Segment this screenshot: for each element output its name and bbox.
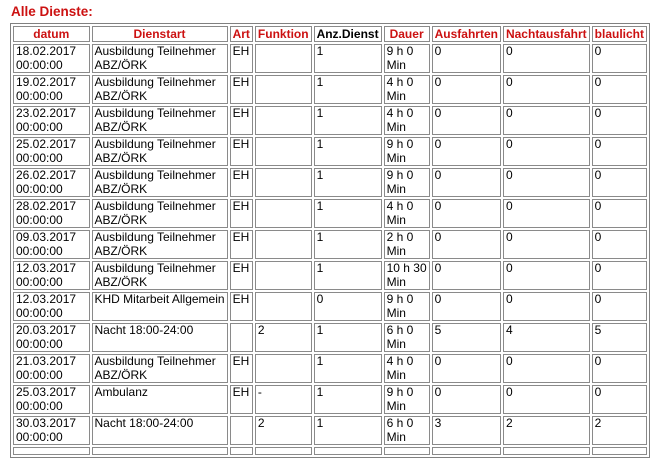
cell-art: EH: [230, 137, 253, 166]
cell-nachtausfahrt: 0: [503, 354, 590, 383]
empty-cell: [432, 447, 501, 455]
column-header-ausfahrten: Ausfahrten: [432, 26, 501, 42]
cell-ausfahrten: 0: [432, 261, 501, 290]
cell-dienstart-line-1: Ausbildung Teilnehmer: [94, 168, 216, 182]
cell-art: EH: [230, 199, 253, 228]
cell-dauer: [384, 323, 430, 352]
cell-funktion: [255, 137, 312, 166]
cell-dienstart-line-1: Ausbildung Teilnehmer: [94, 199, 216, 213]
cell-datum-line-2: 00:00:00: [16, 336, 63, 351]
cell-datum-line-1: 12.03.2017: [16, 292, 77, 306]
cell-dauer-line-1: 2 h 0: [386, 230, 414, 244]
cell-art: EH: [230, 44, 253, 73]
cell-ausfahrten: 3: [432, 416, 501, 445]
cell-funktion: [255, 354, 312, 383]
cell-anz-dienst: 1: [314, 230, 382, 259]
cell-dauer-line-2: Min: [386, 57, 406, 72]
cell-datum-line-2: 00:00:00: [16, 88, 63, 103]
cell-datum: [13, 199, 90, 228]
cell-dienstart-line-1: Nacht 18:00-24:00: [94, 416, 194, 430]
column-header-funktion: Funktion: [255, 26, 312, 42]
column-header-blaulicht: blaulicht: [592, 26, 647, 42]
cell-nachtausfahrt: 0: [503, 230, 590, 259]
cell-anz-dienst: 1: [314, 416, 382, 445]
cell-anz-dienst: 1: [314, 354, 382, 383]
cell-anz-dienst: 1: [314, 261, 382, 290]
cell-blaulicht: 0: [592, 292, 647, 321]
empty-cell: [92, 447, 228, 455]
table-row: [13, 323, 647, 352]
cell-anz-dienst: 1: [314, 75, 382, 104]
table-row: [13, 75, 647, 104]
cell-datum-line-1: 09.03.2017: [16, 230, 77, 244]
cell-dienstart-line-2: ABZ/ÖRK: [94, 150, 148, 165]
cell-datum: [13, 75, 90, 104]
cell-dauer-line-2: Min: [386, 212, 406, 227]
cell-dauer-line-1: 9 h 0: [386, 292, 414, 306]
cell-nachtausfahrt: 0: [503, 75, 590, 104]
cell-datum: [13, 106, 90, 135]
empty-cell: [384, 447, 430, 455]
cell-dienstart: [92, 168, 228, 197]
cell-datum: [13, 354, 90, 383]
cell-dauer-line-2: Min: [386, 119, 406, 134]
cell-nachtausfahrt: 0: [503, 44, 590, 73]
table-row: [13, 261, 647, 290]
cell-nachtausfahrt: 0: [503, 261, 590, 290]
cell-dauer-line-2: Min: [386, 243, 406, 258]
table-row: [13, 292, 647, 321]
cell-art: EH: [230, 230, 253, 259]
cell-datum: [13, 44, 90, 73]
cell-ausfahrten: 0: [432, 168, 501, 197]
table-row: [13, 416, 647, 445]
cell-dienstart-line-1: Ausbildung Teilnehmer: [94, 106, 216, 120]
cell-datum-line-1: 26.02.2017: [16, 168, 77, 182]
cell-blaulicht: 5: [592, 323, 647, 352]
cell-dienstart: [92, 199, 228, 228]
cell-dauer-line-1: 4 h 0: [386, 106, 414, 120]
cell-dienstart: [92, 75, 228, 104]
cell-datum: [13, 230, 90, 259]
cell-funktion: 2: [255, 416, 312, 445]
cell-blaulicht: 0: [592, 199, 647, 228]
dienste-table: [10, 23, 650, 458]
empty-cell: [255, 447, 312, 455]
cell-datum-line-2: 00:00:00: [16, 57, 63, 72]
cell-dauer-line-2: Min: [386, 150, 406, 165]
cell-nachtausfahrt: 0: [503, 137, 590, 166]
cell-dauer-line-1: 4 h 0: [386, 199, 414, 213]
cell-art: EH: [230, 385, 253, 414]
cell-nachtausfahrt: 0: [503, 168, 590, 197]
cell-funktion: [255, 199, 312, 228]
cell-nachtausfahrt: 0: [503, 292, 590, 321]
cell-datum-line-2: 00:00:00: [16, 367, 63, 382]
cell-dauer: [384, 199, 430, 228]
cell-dauer-line-2: Min: [386, 367, 406, 382]
cell-datum-line-1: 20.03.2017: [16, 323, 77, 337]
cell-dauer: [384, 354, 430, 383]
cell-dienstart-line-1: Ausbildung Teilnehmer: [94, 354, 216, 368]
cell-anz-dienst: 1: [314, 385, 382, 414]
cell-dienstart: [92, 323, 228, 352]
table-header-row: [13, 26, 647, 42]
cell-dauer-line-1: 6 h 0: [386, 323, 414, 337]
cell-art: [230, 323, 253, 352]
cell-dienstart: [92, 416, 228, 445]
cell-dauer: [384, 230, 430, 259]
cell-dauer-line-1: 6 h 0: [386, 416, 414, 430]
cell-dienstart-line-1: Ausbildung Teilnehmer: [94, 75, 216, 89]
cell-dienstart: [92, 106, 228, 135]
cell-ausfahrten: 5: [432, 323, 501, 352]
table-row-partial: [13, 447, 647, 455]
cell-dauer-line-1: 9 h 0: [386, 137, 414, 151]
cell-funktion: [255, 261, 312, 290]
cell-dienstart: [92, 292, 228, 321]
column-header-anz-dienst: Anz.Dienst: [314, 26, 382, 42]
cell-blaulicht: 0: [592, 354, 647, 383]
column-header-dauer: Dauer: [384, 26, 430, 42]
cell-blaulicht: 0: [592, 385, 647, 414]
cell-ausfahrten: 0: [432, 106, 501, 135]
cell-dienstart: [92, 230, 228, 259]
cell-anz-dienst: 1: [314, 106, 382, 135]
cell-datum-line-1: 28.02.2017: [16, 199, 77, 213]
cell-datum-line-1: 12.03.2017: [16, 261, 77, 275]
cell-datum-line-2: 00:00:00: [16, 305, 63, 320]
cell-dienstart-line-2: ABZ/ÖRK: [94, 243, 148, 258]
cell-dauer-line-2: Min: [386, 88, 406, 103]
cell-anz-dienst: 1: [314, 168, 382, 197]
cell-dienstart: [92, 385, 228, 414]
cell-nachtausfahrt: 0: [503, 199, 590, 228]
empty-cell: [503, 447, 590, 455]
cell-dauer-line-2: Min: [386, 336, 406, 351]
cell-datum-line-1: 19.02.2017: [16, 75, 77, 89]
cell-datum-line-2: 00:00:00: [16, 274, 63, 289]
cell-datum: [13, 137, 90, 166]
cell-blaulicht: 2: [592, 416, 647, 445]
cell-funktion: [255, 292, 312, 321]
cell-ausfahrten: 0: [432, 199, 501, 228]
cell-dienstart-line-1: Ausbildung Teilnehmer: [94, 261, 216, 275]
cell-datum-line-1: 18.02.2017: [16, 44, 77, 58]
cell-dienstart-line-1: Nacht 18:00-24:00: [94, 323, 194, 337]
cell-datum-line-1: 23.02.2017: [16, 106, 77, 120]
cell-blaulicht: 0: [592, 230, 647, 259]
cell-funktion: -: [255, 385, 312, 414]
cell-datum-line-2: 00:00:00: [16, 119, 63, 134]
empty-cell: [314, 447, 382, 455]
cell-art: EH: [230, 292, 253, 321]
cell-datum-line-2: 00:00:00: [16, 429, 63, 444]
cell-ausfahrten: 0: [432, 44, 501, 73]
cell-dienstart: [92, 137, 228, 166]
cell-datum-line-2: 00:00:00: [16, 181, 63, 196]
cell-dienstart: [92, 354, 228, 383]
cell-dienstart: [92, 44, 228, 73]
empty-cell: [230, 447, 253, 455]
cell-datum-line-1: 21.03.2017: [16, 354, 77, 368]
cell-dauer-line-2: Min: [386, 181, 406, 196]
column-header-nachtausfahrt: Nachtausfahrt: [503, 26, 590, 42]
cell-dienstart: [92, 261, 228, 290]
cell-blaulicht: 0: [592, 137, 647, 166]
cell-anz-dienst: 1: [314, 137, 382, 166]
cell-dauer: [384, 75, 430, 104]
table-row: [13, 137, 647, 166]
cell-dauer: [384, 416, 430, 445]
table-row: [13, 44, 647, 73]
cell-ausfahrten: 0: [432, 385, 501, 414]
cell-dauer-line-2: Min: [386, 305, 406, 320]
cell-dauer-line-2: Min: [386, 398, 406, 413]
cell-nachtausfahrt: 0: [503, 106, 590, 135]
empty-cell: [13, 447, 90, 455]
cell-dienstart-line-2: ABZ/ÖRK: [94, 88, 148, 103]
table-row: [13, 168, 647, 197]
cell-datum-line-2: 00:00:00: [16, 398, 63, 413]
cell-datum-line-1: 30.03.2017: [16, 416, 77, 430]
cell-dienstart-line-1: Ausbildung Teilnehmer: [94, 230, 216, 244]
cell-dienstart-line-2: ABZ/ÖRK: [94, 57, 148, 72]
cell-dauer: [384, 385, 430, 414]
cell-dienstart-line-2: ABZ/ÖRK: [94, 274, 148, 289]
cell-art: EH: [230, 168, 253, 197]
cell-anz-dienst: 0: [314, 292, 382, 321]
cell-anz-dienst: 1: [314, 44, 382, 73]
cell-datum: [13, 168, 90, 197]
cell-dauer: [384, 106, 430, 135]
cell-datum: [13, 292, 90, 321]
cell-dienstart-line-2: ABZ/ÖRK: [94, 212, 148, 227]
column-header-dienstart: Dienstart: [92, 26, 228, 42]
cell-art: [230, 416, 253, 445]
cell-dauer: [384, 292, 430, 321]
cell-datum: [13, 385, 90, 414]
cell-dauer-line-1: 10 h 30: [386, 261, 427, 275]
cell-anz-dienst: 1: [314, 323, 382, 352]
cell-blaulicht: 0: [592, 44, 647, 73]
cell-dienstart-line-1: Ausbildung Teilnehmer: [94, 137, 216, 151]
cell-datum-line-1: 25.03.2017: [16, 385, 77, 399]
cell-art: EH: [230, 106, 253, 135]
cell-dienstart-line-2: ABZ/ÖRK: [94, 181, 148, 196]
cell-dienstart-line-1: Ambulanz: [94, 385, 148, 399]
cell-dauer: [384, 168, 430, 197]
cell-funktion: [255, 106, 312, 135]
cell-funktion: [255, 75, 312, 104]
cell-funktion: [255, 230, 312, 259]
cell-blaulicht: 0: [592, 106, 647, 135]
cell-dauer-line-2: Min: [386, 429, 406, 444]
cell-art: EH: [230, 75, 253, 104]
column-header-datum: datum: [13, 26, 90, 42]
cell-ausfahrten: 0: [432, 75, 501, 104]
table-row: [13, 199, 647, 228]
cell-anz-dienst: 1: [314, 199, 382, 228]
cell-art: EH: [230, 354, 253, 383]
empty-cell: [592, 447, 647, 455]
cell-dienstart-line-1: KHD Mitarbeit Allgemein: [94, 292, 225, 306]
page-title: Alle Dienste:: [11, 4, 93, 19]
cell-ausfahrten: 0: [432, 292, 501, 321]
cell-dauer: [384, 44, 430, 73]
cell-datum-line-1: 25.02.2017: [16, 137, 77, 151]
cell-ausfahrten: 0: [432, 354, 501, 383]
cell-datum-line-2: 00:00:00: [16, 150, 63, 165]
cell-ausfahrten: 0: [432, 137, 501, 166]
table-row: [13, 385, 647, 414]
table-row: [13, 230, 647, 259]
cell-dauer: [384, 137, 430, 166]
cell-dauer-line-1: 9 h 0: [386, 168, 414, 182]
cell-funktion: [255, 44, 312, 73]
cell-art: EH: [230, 261, 253, 290]
cell-dauer-line-2: Min: [386, 274, 406, 289]
cell-datum: [13, 323, 90, 352]
cell-nachtausfahrt: 0: [503, 385, 590, 414]
cell-nachtausfahrt: 2: [503, 416, 590, 445]
table-row: [13, 106, 647, 135]
cell-funktion: [255, 168, 312, 197]
cell-blaulicht: 0: [592, 261, 647, 290]
cell-nachtausfahrt: 4: [503, 323, 590, 352]
cell-datum-line-2: 00:00:00: [16, 243, 63, 258]
cell-dauer-line-1: 9 h 0: [386, 385, 414, 399]
cell-blaulicht: 0: [592, 75, 647, 104]
cell-datum: [13, 261, 90, 290]
cell-datum: [13, 416, 90, 445]
cell-dienstart-line-2: ABZ/ÖRK: [94, 119, 148, 134]
cell-datum-line-2: 00:00:00: [16, 212, 63, 227]
cell-dauer-line-1: 9 h 0: [386, 44, 414, 58]
cell-dienstart-line-2: ABZ/ÖRK: [94, 367, 148, 382]
cell-dauer-line-1: 4 h 0: [386, 75, 414, 89]
column-header-art: Art: [230, 26, 253, 42]
cell-dauer-line-1: 4 h 0: [386, 354, 414, 368]
table-row: [13, 354, 647, 383]
table-body: [13, 44, 647, 455]
cell-ausfahrten: 0: [432, 230, 501, 259]
cell-dienstart-line-1: Ausbildung Teilnehmer: [94, 44, 216, 58]
cell-blaulicht: 0: [592, 168, 647, 197]
cell-funktion: 2: [255, 323, 312, 352]
cell-dauer: [384, 261, 430, 290]
